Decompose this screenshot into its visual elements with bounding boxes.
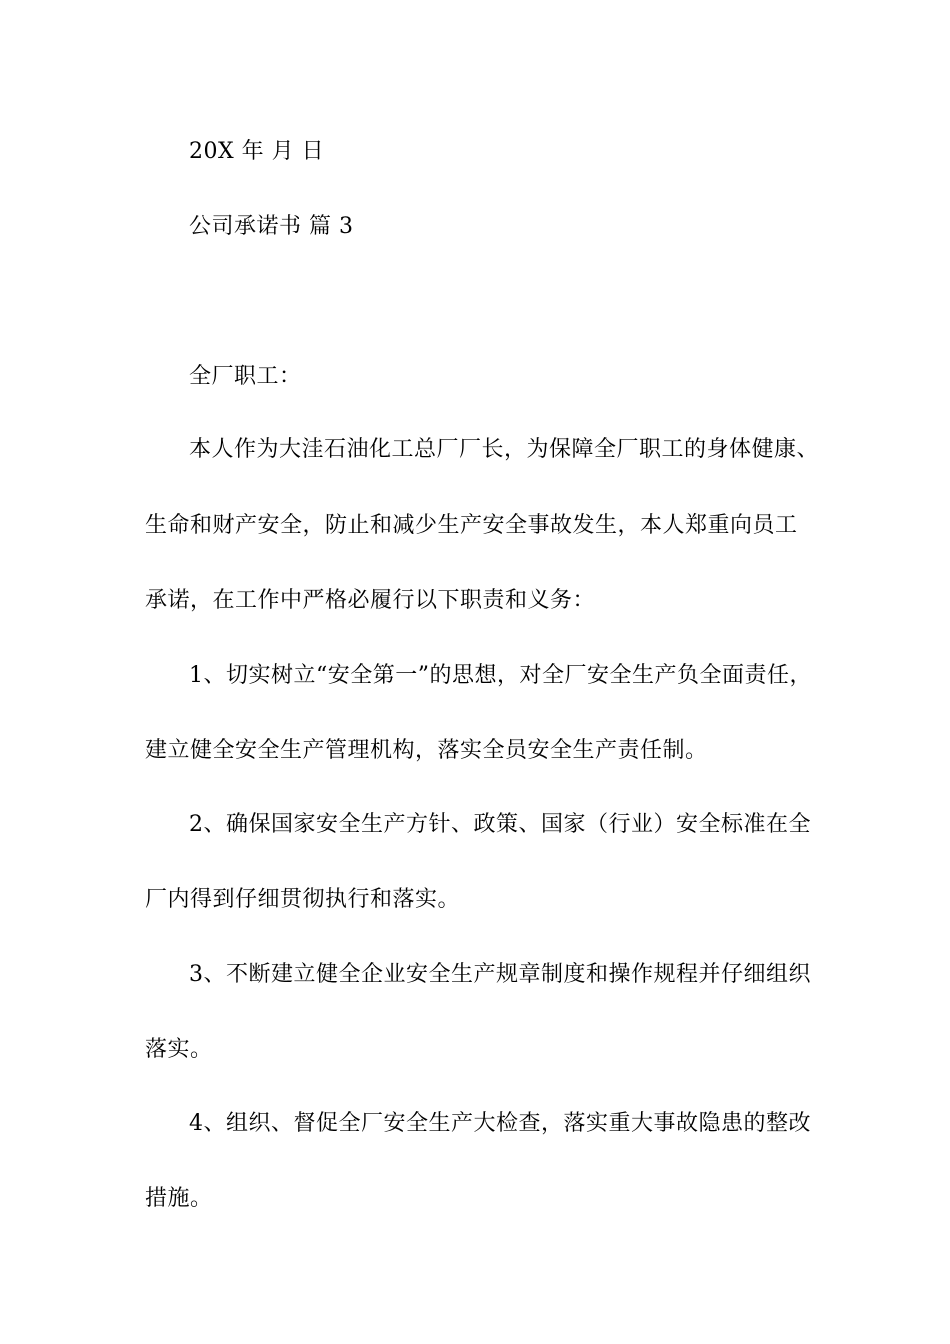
paragraph-line: 本人作为大洼石油化工总厂厂长，为保障全厂职工的身体健康、 — [189, 437, 820, 462]
paragraph-line: 生命和财产安全，防止和减少生产安全事故发生，本人郑重向员工 — [145, 513, 798, 538]
paragraph-line: 2、确保国家安全生产方针、政策、国家（行业）安全标准在全 — [189, 812, 811, 837]
paragraph-line: 厂内得到仔细贯彻执行和落实。 — [145, 887, 461, 912]
paragraph-line: 承诺，在工作中严格必履行以下职责和义务： — [145, 588, 596, 613]
paragraph-line: 落实。 — [145, 1037, 213, 1062]
paragraph-line: 措施。 — [145, 1186, 213, 1211]
paragraph-line: 1、切实树立“安全第一”的思想，对全厂安全生产负全面责任， — [189, 663, 812, 688]
section-title: 公司承诺书 篇 3 — [189, 214, 354, 239]
date-line: 20X 年 月 日 — [189, 139, 325, 164]
paragraph-line: 3、不断建立健全企业安全生产规章制度和操作规程并仔细组织 — [189, 962, 811, 987]
salutation: 全厂职工： — [189, 364, 302, 389]
paragraph-line: 4、组织、督促全厂安全生产大检查，落实重大事故隐患的整改 — [189, 1111, 811, 1136]
paragraph-line: 建立健全安全生产管理机构，落实全员安全生产责任制。 — [145, 738, 708, 763]
